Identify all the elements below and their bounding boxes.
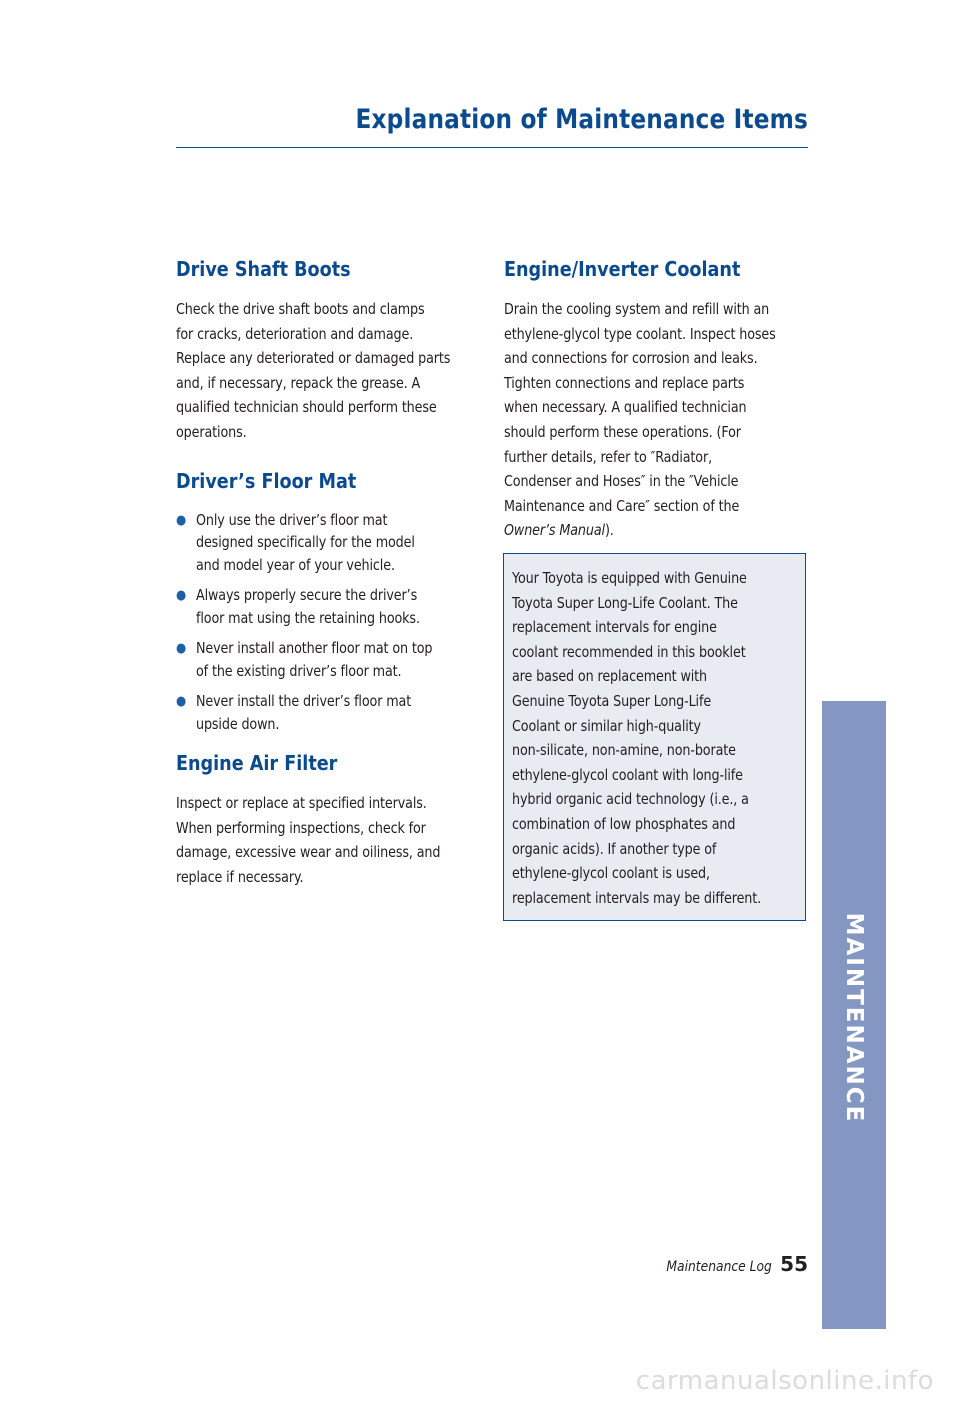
coolant-body-main: Drain the cooling system and refill with an ethylene-glycol type coolant. Inspect hoses and connections for corrosion and leaks. Tighten connections and replace parts when necessary. A qualified technician should perform these operations. (For further details, refer to ″Radiator, Condenser and Hoses″ in the ″Vehicle Maintenance and Care″ section of the: [504, 300, 776, 515]
footer-label: Maintenance Log: [666, 1259, 773, 1275]
section-drive-shaft-boots: [176, 255, 481, 445]
section-body-drive-shaft-boots: Check the drive shaft boots and clamps for cracks, deterioration and damage. Replace any deteriorated or damaged parts and, if necessary, repack the grease. A qualified technician should perform these operations.: [176, 300, 451, 441]
watermark: carmanualsonline.info: [635, 1366, 934, 1396]
section-heading-drivers-floor-mat: Driver’s Floor Mat: [176, 468, 357, 493]
bullet-icon: ●: [176, 588, 187, 604]
section-heading-engine-air-filter: Engine Air Filter: [176, 751, 338, 776]
section-drivers-floor-mat: [176, 467, 481, 736]
bullet-text: Never install another floor mat on top of the existing driver’s floor mat.: [196, 639, 433, 680]
owners-manual-reference: Owner’s Manual: [504, 521, 605, 540]
page-footer: [652, 1252, 808, 1276]
section-heading-engine-inverter-coolant: Engine/Inverter Coolant: [504, 257, 741, 281]
bullet-text: Never install the driver’s floor mat upside down.: [196, 692, 412, 733]
section-engine-air-filter: [176, 749, 481, 889]
page-title: Explanation of Maintenance Items: [355, 104, 808, 135]
bullet-icon: ●: [176, 694, 187, 710]
coolant-note-box: [503, 553, 806, 921]
list-item: [176, 509, 481, 577]
page-number: 55: [780, 1252, 808, 1276]
bullet-icon: ●: [176, 512, 187, 528]
list-item: [176, 637, 481, 682]
section-heading-drive-shaft-boots: Drive Shaft Boots: [176, 257, 351, 281]
bullet-text: Only use the driver’s floor mat designed specifically for the model and model year of your vehicle.: [196, 510, 415, 574]
title-divider: [176, 147, 808, 148]
list-item: [176, 584, 481, 629]
left-column: [176, 255, 481, 911]
coolant-note-text: Your Toyota is equipped with Genuine Toyota Super Long-Life Coolant. The replacement intervals for engine coolant recommended in this booklet are based on replacement with Genuine Toyota Super Long-Life Coolant or similar high-quality non-silicate, non-amine, non-borate ethylene-glycol coolant with long-life hybrid organic acid technology (i.e., a combination of low phosphates and organic acids). If another type of ethylene-glycol coolant is used, replacement intervals may be different.: [512, 569, 762, 907]
coolant-body-end: ).: [604, 521, 614, 540]
section-engine-inverter-coolant: [504, 255, 809, 543]
section-body-engine-air-filter: Inspect or replace at specified intervals. When performing inspections, check for damage, excessive wear and oiliness, and replace if necessary.: [176, 794, 441, 886]
list-item: [176, 690, 481, 735]
section-body-engine-inverter-coolant: [504, 297, 810, 543]
right-column: [504, 255, 809, 565]
floor-mat-bullet-list: [176, 509, 481, 736]
bullet-text: Always properly secure the driver’s floor mat using the retaining hooks.: [196, 586, 420, 627]
side-tab-label: MAINTENANCE: [841, 912, 867, 1124]
bullet-icon: ●: [176, 641, 187, 657]
